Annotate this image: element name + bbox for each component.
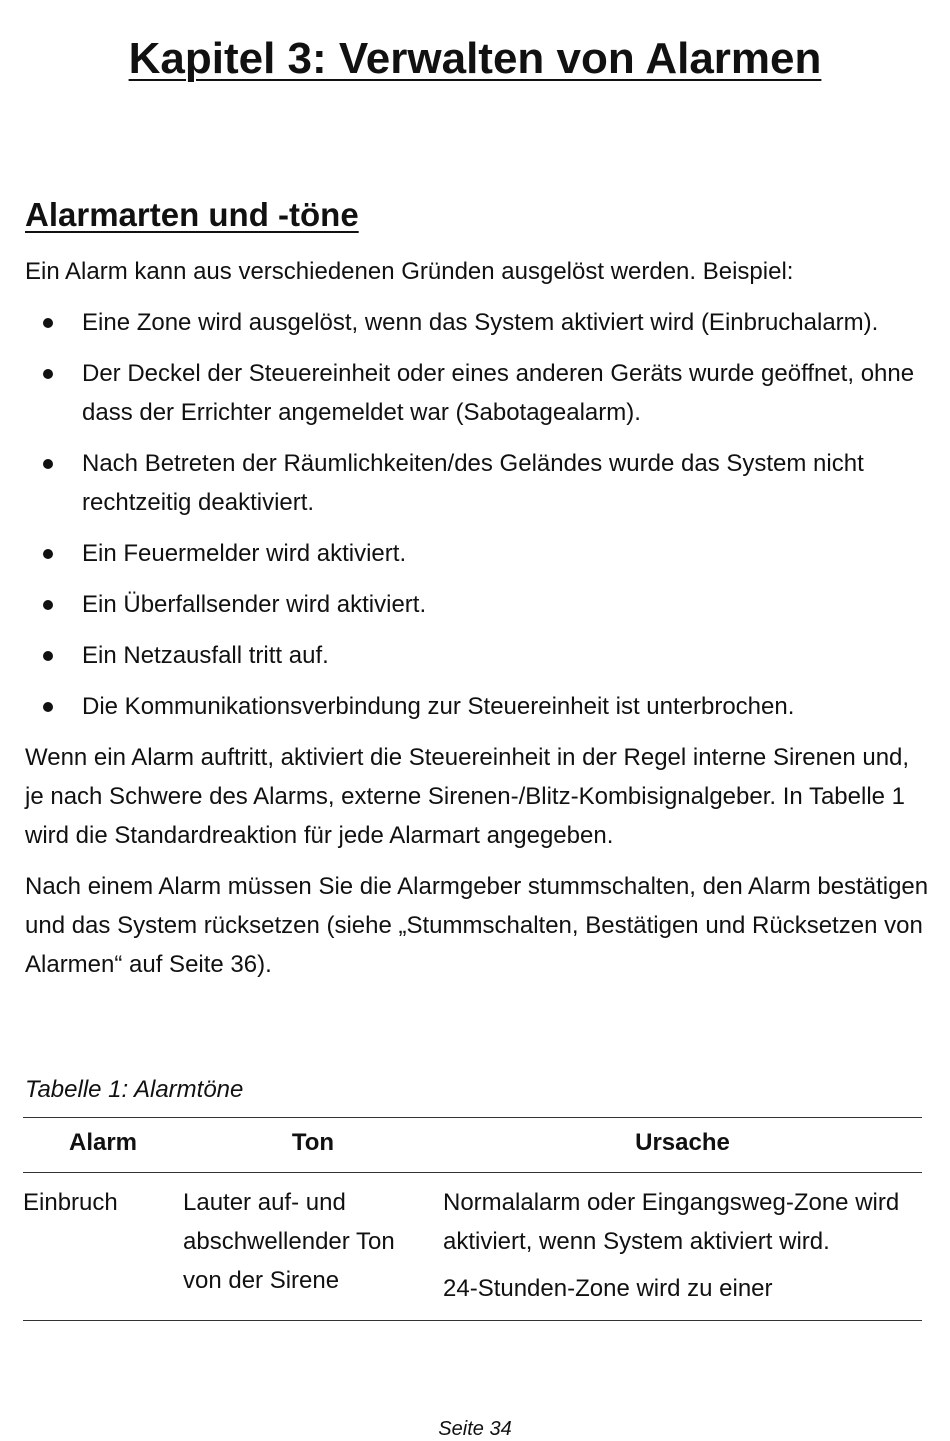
list-item [25, 534, 930, 573]
body-text [25, 252, 930, 996]
header-ursache: Ursache [443, 1118, 922, 1173]
list-item [25, 585, 930, 624]
header-ton: Ton [183, 1118, 443, 1173]
page-number: Seite 34 [438, 1418, 512, 1440]
intro-paragraph: Ein Alarm kann aus verschiedenen Gründen ausgelöst werden. Beispiel: [25, 258, 794, 285]
header-alarm: Alarm [23, 1118, 183, 1173]
chapter-title: Kapitel 3: Verwalten von Alarmen [128, 34, 822, 83]
list-item-text: Der Deckel der Steuereinheit oder eines anderen Geräts wurde geöffnet, ohne dass der Errichter angemeldet war (Sabotagealarm). [82, 360, 915, 426]
list-item [25, 444, 930, 522]
bullet-icon [43, 600, 53, 610]
list-item-text: Die Kommunikationsverbindung zur Steuereinheit ist unterbrochen. [82, 693, 795, 720]
paragraph-alarm-response: Wenn ein Alarm auftritt, aktiviert die Steuereinheit in der Regel interne Sirenen und, je nach Schwere des Alarms, externe Sirenen-/Blitz-Kombisignalgeber. In Tabelle 1 wird die Standardreaktion für jede Alarmart angegeben. [25, 744, 910, 849]
table-caption: Tabelle 1: Alarmtöne [25, 1076, 244, 1103]
list-item [25, 303, 930, 342]
list-item-text: Ein Überfallsender wird aktiviert. [82, 591, 427, 618]
bullet-icon [43, 651, 53, 661]
list-item [25, 354, 930, 432]
cell-alarm: Einbruch [23, 1173, 183, 1321]
bullet-icon [43, 318, 53, 328]
cell-ton [183, 1173, 443, 1321]
list-item-text: Ein Netzausfall tritt auf. [82, 642, 329, 669]
alarm-cause-list [25, 303, 930, 726]
bullet-icon [43, 702, 53, 712]
section-title: Alarmarten und -töne [25, 196, 359, 233]
list-item [25, 687, 930, 726]
list-item-text: Eine Zone wird ausgelöst, wenn das System aktiviert wird (Einbruchalarm). [82, 309, 879, 336]
cell-ursache [443, 1173, 922, 1321]
ursache-text-1: Normalalarm oder Eingangsweg-Zone wird aktiviert, wenn System aktiviert wird. [443, 1189, 900, 1255]
list-item-text: Ein Feuermelder wird aktiviert. [82, 540, 407, 567]
paragraph-alarm-reset: Nach einem Alarm müssen Sie die Alarmgeber stummschalten, den Alarm bestätigen und das System rücksetzen (siehe „Stummschalten, Bestätigen und Rücksetzen von Alarmen“ auf Seite 36). [25, 873, 929, 978]
cell-ton-text: Lauter auf- und abschwellender Ton von der Sirene [183, 1189, 395, 1294]
alarm-tones-table [23, 1117, 922, 1321]
ursache-text-2: 24-Stunden-Zone wird zu einer [443, 1275, 773, 1302]
list-item-text: Nach Betreten der Räumlichkeiten/des Geländes wurde das System nicht rechtzeitig deaktiviert. [82, 450, 864, 516]
list-item [25, 636, 930, 675]
bullet-icon [43, 369, 53, 379]
table-row [23, 1173, 922, 1321]
table-header-row [23, 1118, 922, 1173]
bullet-icon [43, 459, 53, 469]
bullet-icon [43, 549, 53, 559]
